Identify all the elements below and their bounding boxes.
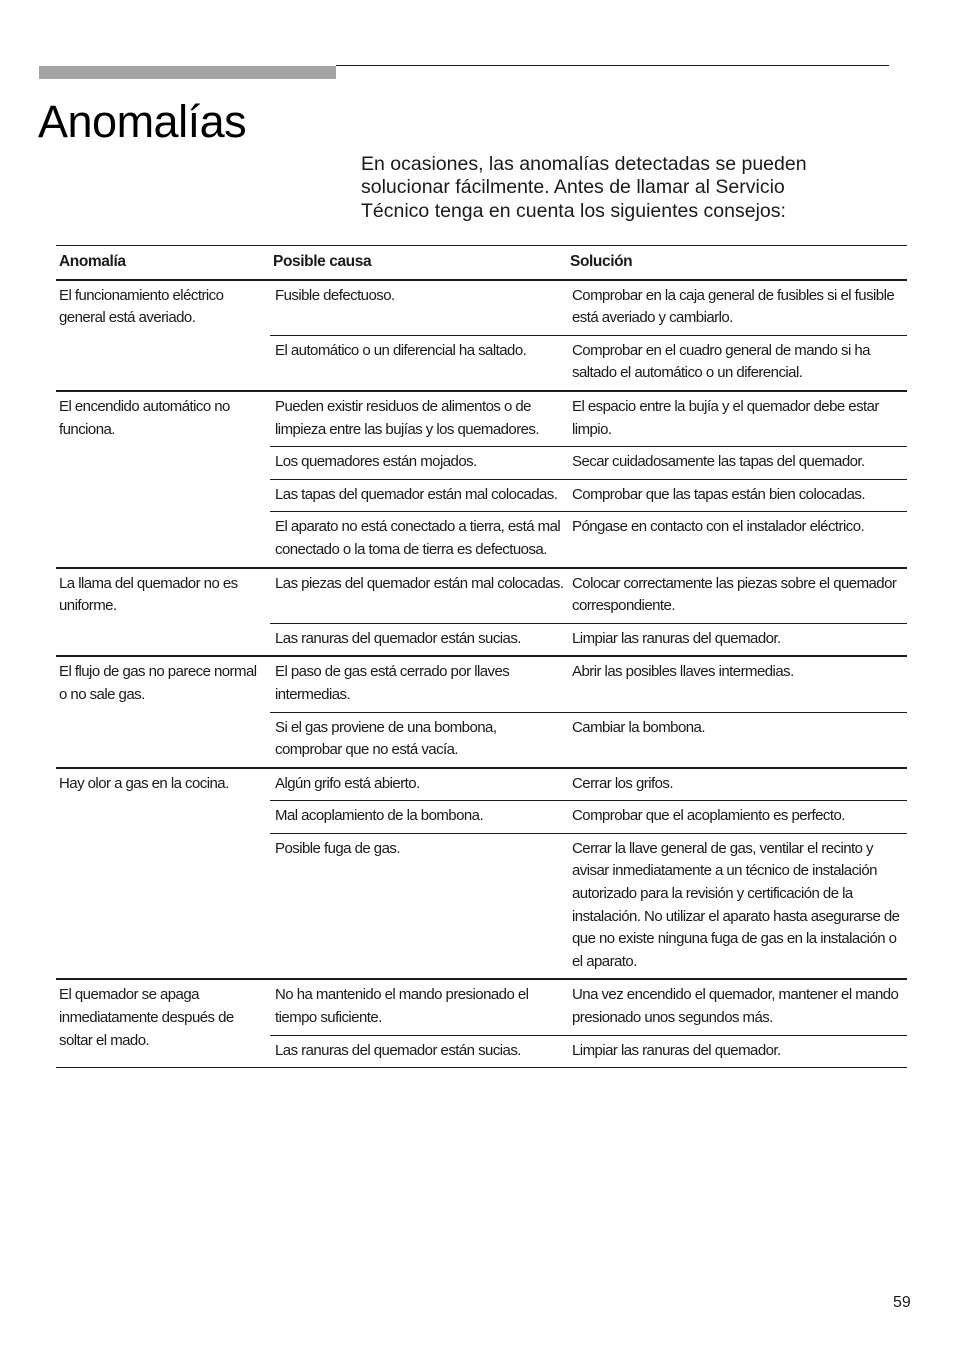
anomaly-cell: El encendido automático no funciona. (56, 391, 270, 568)
cause-cell: No ha mantenido el mando presionado el tiempo suficiente. (270, 979, 567, 1035)
anomaly-cell: Hay olor a gas en la cocina. (56, 768, 270, 980)
cause-cell: Algún grifo está abierto. (270, 768, 567, 801)
anomaly-cell: El quemador se apaga inmediatamente después de soltar el mado. (56, 979, 270, 1067)
intro-line: solucionar fácilmente. Antes de llamar al Servicio (361, 176, 785, 199)
solution-cell: Cerrar los grifos. (567, 768, 907, 801)
intro-line: Técnico tenga en cuenta los siguientes consejos: (361, 199, 786, 222)
cause-cell: El paso de gas está cerrado por llaves intermedias. (270, 656, 567, 712)
cause-cell: Posible fuga de gas. (270, 833, 567, 979)
anomaly-cell: El funcionamiento eléctrico general está averiado. (56, 280, 270, 391)
cause-cell: Si el gas proviene de una bombona, comprobar que no está vacía. (270, 712, 567, 768)
header-cause: Posible causa (270, 246, 567, 280)
page-title: Anomalías (38, 96, 247, 147)
intro-line: En ocasiones, las anomalías detectadas se pueden (361, 153, 807, 175)
troubleshooting-table (56, 245, 907, 1068)
cause-cell: Pueden existir residuos de alimentos o de limpieza entre las bujías y los quemadores. (270, 391, 567, 447)
cause-cell: Las tapas del quemador están mal colocadas. (270, 479, 567, 512)
solution-cell: Abrir las posibles llaves intermedias. (567, 656, 907, 712)
cause-cell: Las piezas del quemador están mal colocadas. (270, 568, 567, 624)
table-row (56, 768, 907, 801)
table-row (56, 391, 907, 447)
solution-cell: Limpiar las ranuras del quemador. (567, 1035, 907, 1068)
anomaly-cell: La llama del quemador no es uniforme. (56, 568, 270, 657)
cause-cell: Las ranuras del quemador están sucias. (270, 1035, 567, 1068)
solution-cell: Comprobar en la caja general de fusibles si el fusible está averiado y cambiarlo. (567, 280, 907, 336)
solution-cell: El espacio entre la bujía y el quemador debe estar limpio. (567, 391, 907, 447)
table-row (56, 979, 907, 1035)
solution-cell: Cambiar la bombona. (567, 712, 907, 768)
table-header-row (56, 246, 907, 280)
cause-cell: El automático o un diferencial ha saltado. (270, 335, 567, 391)
header-solution: Solución (567, 246, 907, 280)
cause-cell: Fusible defectuoso. (270, 280, 567, 336)
page-number: 59 (893, 1294, 911, 1311)
header-anomaly: Anomalía (56, 246, 270, 280)
anomaly-cell: El flujo de gas no parece normal o no sale gas. (56, 656, 270, 767)
table-row (56, 656, 907, 712)
solution-cell: Secar cuidadosamente las tapas del quemador. (567, 447, 907, 480)
solution-cell: Una vez encendido el quemador, mantener el mando presionado unos segundos más. (567, 979, 907, 1035)
solution-cell: Póngase en contacto con el instalador eléctrico. (567, 512, 907, 568)
solution-cell: Colocar correctamente las piezas sobre el quemador correspondiente. (567, 568, 907, 624)
solution-cell: Comprobar que el acoplamiento es perfecto. (567, 801, 907, 834)
solution-cell: Cerrar la llave general de gas, ventilar el recinto y avisar inmediatamente a un técnico de instalación autorizado para la revisión y certificación de la instalación. No utilizar el aparato hasta asegurarse de que no existe ninguna fuga de gas en la instalación o el aparato. (567, 833, 907, 979)
header-rule (336, 65, 889, 66)
solution-cell: Comprobar en el cuadro general de mando si ha saltado el automático o un diferencial. (567, 335, 907, 391)
cause-cell: Mal acoplamiento de la bombona. (270, 801, 567, 834)
table-row (56, 568, 907, 624)
header-accent-bar (39, 66, 336, 79)
table-row (56, 280, 907, 336)
cause-cell: El aparato no está conectado a tierra, está mal conectado o la toma de tierra es defectuosa. (270, 512, 567, 568)
cause-cell: Los quemadores están mojados. (270, 447, 567, 480)
cause-cell: Las ranuras del quemador están sucias. (270, 623, 567, 656)
solution-cell: Limpiar las ranuras del quemador. (567, 623, 907, 656)
solution-cell: Comprobar que las tapas están bien colocadas. (567, 479, 907, 512)
intro-paragraph (361, 153, 901, 223)
